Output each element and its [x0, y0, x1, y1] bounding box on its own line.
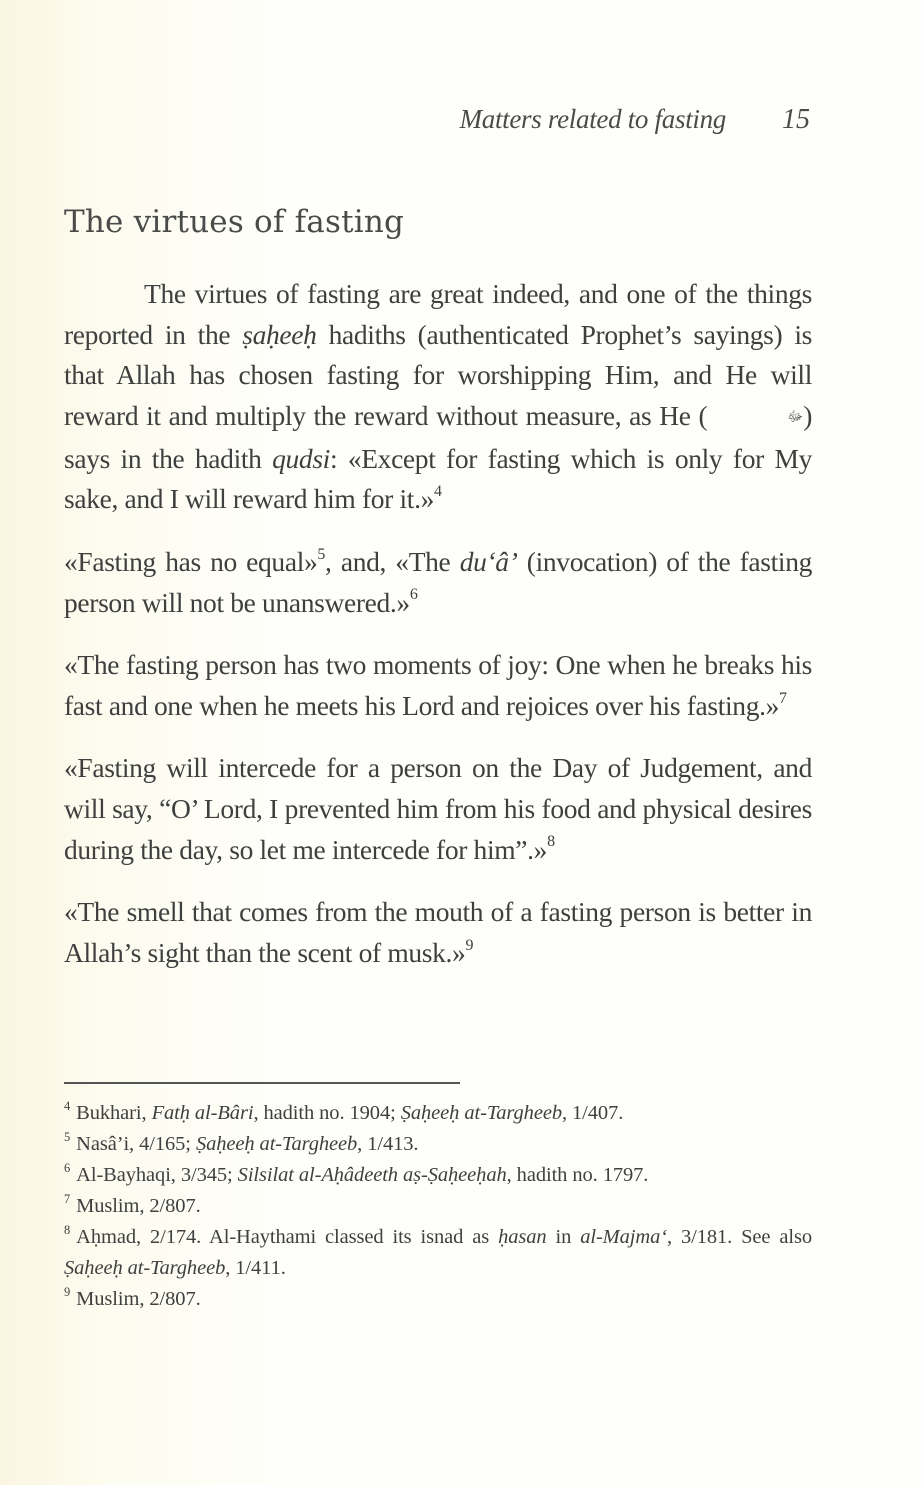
term-qudsi: qudsi — [272, 442, 330, 474]
text-run: «Fasting has no equal» — [64, 545, 318, 577]
footnote-ref[interactable]: 4 — [434, 483, 442, 501]
text-run: «Fasting will intercede for a person on the Day of Judgement, and will say, “O’ Lord, I prevented him from his food and physical desires during the day, so let me intercede for him”.» — [64, 752, 812, 865]
section-title: The virtues of fasting — [64, 204, 405, 240]
page-number: 15 — [782, 104, 810, 135]
text-run: , 1/407. — [561, 1102, 624, 1124]
term-hasan: ḥasan — [498, 1226, 547, 1248]
term-dua: du‘â’ — [459, 545, 518, 577]
footnote-ref[interactable]: 9 — [465, 936, 474, 954]
source-title: Ṣaḥeeḥ at-Targheeb — [195, 1133, 358, 1155]
footnote-ref[interactable]: 8 — [547, 833, 555, 851]
footnote-number: 5 — [64, 1130, 71, 1145]
footnote-ref[interactable]: 6 — [409, 586, 418, 604]
text-run: , and, «The — [325, 545, 460, 577]
honorific-glyph-icon: ﷻ — [787, 410, 804, 426]
term-saheeh: ṣaḥeeḥ — [242, 318, 317, 350]
footnote-8 — [64, 1222, 812, 1284]
text-run: (invocation) of the fasting person will not be unanswered.» — [64, 545, 812, 618]
footnote-ref[interactable]: 7 — [779, 689, 787, 707]
text-run: : «Except for fasting which is only for My sake, and I will reward him for it.» — [64, 442, 812, 515]
footnotes — [64, 1098, 812, 1315]
text-run: , hadith no. 1797. — [506, 1164, 649, 1186]
footnote-9 — [64, 1284, 812, 1315]
text-run: The virtues of fasting are great indeed, and one of the things reported in the — [64, 278, 812, 350]
paragraph-two-joys — [64, 645, 812, 726]
footnote-number: 6 — [64, 1161, 71, 1176]
text-run: «The fasting person has two moments of joy: One when he breaks his fast and one when he meets his Lord and rejoices over his fasting.» — [64, 649, 812, 721]
footnote-number: 4 — [64, 1099, 71, 1114]
paragraph-no-equal — [64, 542, 812, 623]
text-run: Bukhari, — [76, 1102, 152, 1124]
source-title: Ṣaḥeeḥ at-Targheeb — [64, 1257, 226, 1279]
source-title: Silsilat al-Aḥâdeeth aṣ-Ṣaḥeeḥah — [237, 1164, 507, 1186]
text-run: Aḥmad, 2/174. Al-Haythami classed its isnad as — [76, 1226, 499, 1248]
footnote-6 — [64, 1160, 812, 1191]
text-run: Muslim, 2/807. — [76, 1195, 201, 1217]
text-run: , 1/413. — [357, 1133, 419, 1155]
source-title: Fatḥ al-Bâri — [151, 1102, 254, 1124]
footnote-7 — [64, 1191, 812, 1222]
paragraph-musk — [64, 892, 812, 973]
source-title: al-Majma‘ — [580, 1226, 667, 1248]
footnote-number: 9 — [64, 1285, 71, 1300]
text-run: in — [546, 1226, 581, 1248]
text-run: , 1/411. — [225, 1257, 286, 1279]
footnote-ref[interactable]: 5 — [317, 545, 326, 563]
text-run: , hadith no. 1904; — [253, 1102, 401, 1124]
text-run: Nasâ’i, 4/165; — [76, 1133, 196, 1155]
paragraph-intercede — [64, 748, 812, 870]
source-title: Ṣaḥeeḥ at-Targheeb — [400, 1102, 562, 1124]
running-head — [438, 104, 810, 136]
paragraph-intro — [64, 274, 812, 520]
text-run: ) says in the hadith — [64, 399, 812, 474]
text-run: Al-Bayhaqi, 3/345; — [76, 1164, 238, 1186]
footnote-number: 8 — [64, 1223, 71, 1238]
text-run: Muslim, 2/807. — [76, 1288, 201, 1310]
text-run: hadiths (authenticated Prophet’s sayings) is that Allah has chosen fasting for worshipping Him, and He will reward it and multiply the reward without measure, as He ( — [64, 318, 812, 431]
text-run: , 3/181. See also — [666, 1226, 813, 1248]
footnote-number: 7 — [64, 1192, 71, 1207]
footnote-4 — [64, 1098, 812, 1129]
body-text — [64, 274, 812, 995]
footnote-5 — [64, 1129, 812, 1160]
text-run: «The smell that comes from the mouth of a fasting person is better in Allah’s sight than the scent of musk.» — [64, 896, 812, 968]
footnote-divider — [64, 1082, 460, 1084]
chapter-title: Matters related to fasting — [459, 104, 726, 134]
